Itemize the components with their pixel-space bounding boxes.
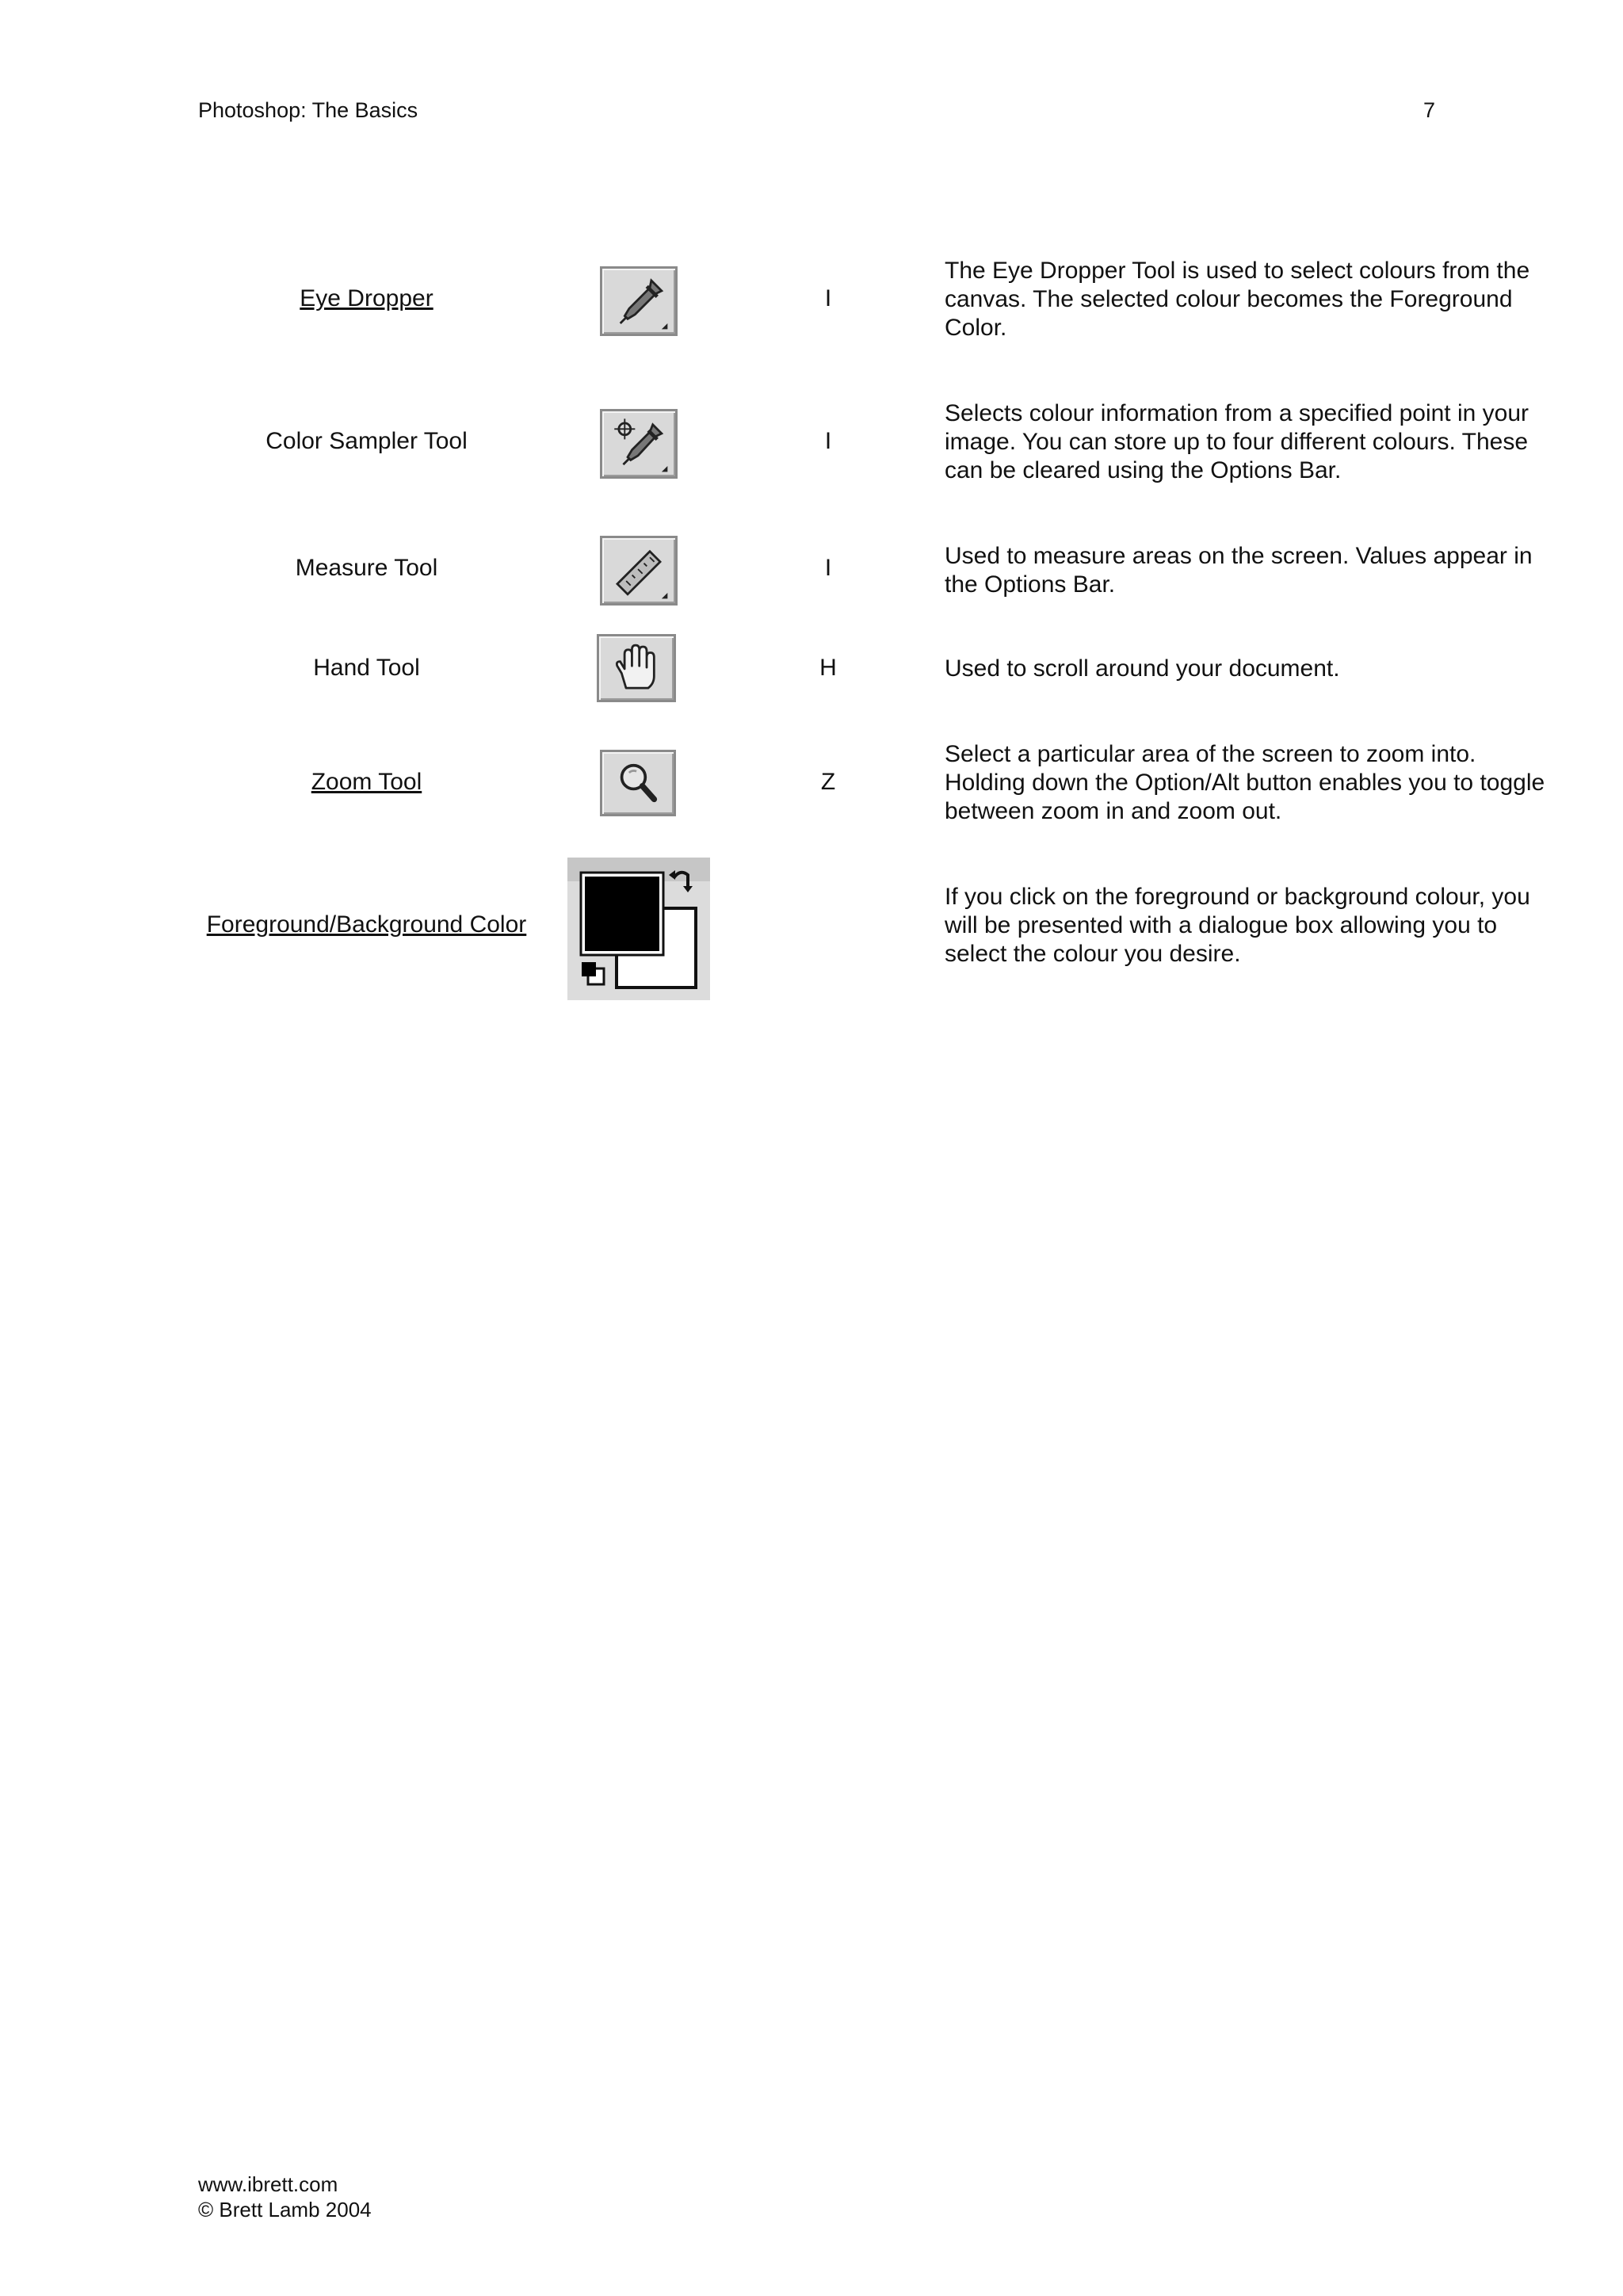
page-header-title: Photoshop: The Basics — [198, 98, 418, 122]
footer-copyright: © Brett Lamb 2004 — [198, 2198, 372, 2222]
color-sampler-icon — [600, 409, 678, 479]
hand-icon — [597, 634, 676, 702]
tool-name-measure: Measure Tool — [295, 555, 438, 581]
shortcut-key-zoom: Z — [820, 769, 836, 795]
shortcut-key-hand: H — [819, 655, 837, 681]
tool-name-hand: Hand Tool — [313, 655, 420, 681]
tool-description-eye-dropper: The Eye Dropper Tool is used to select colours from the canvas. The selected colour becomes the Foreground Color. — [945, 258, 1530, 341]
tool-description-hand: Used to scroll around your document. — [945, 655, 1340, 682]
tool-name-color-sampler: Color Sampler Tool — [265, 428, 468, 454]
tool-description-zoom: Select a particular area of the screen to zoom into. Holding down the Option/Alt button enables you to toggle between zoom in and zoom out. — [945, 741, 1545, 824]
footer-website[interactable]: www.ibrett.com — [198, 2172, 338, 2196]
tool-name-zoom[interactable]: Zoom Tool — [311, 769, 422, 795]
foreground-background-color-icon[interactable] — [567, 858, 710, 1000]
shortcut-key-color-sampler: I — [824, 428, 832, 454]
tool-description-color-sampler: Selects colour information from a specified point in your image. You can store up to four different colours. These can be cleared using the Options Bar. — [945, 400, 1529, 483]
shortcut-key-eye-dropper: I — [824, 285, 832, 311]
eyedropper-icon — [600, 266, 678, 336]
tool-description-foreground-background-color: If you click on the foreground or background colour, you will be presented with a dialogue box allowing you to select the colour you desire. — [945, 884, 1530, 967]
magnifier-icon — [600, 750, 676, 816]
page-number: 7 — [1423, 98, 1436, 122]
tool-name-eye-dropper[interactable]: Eye Dropper — [300, 285, 433, 311]
shortcut-key-measure: I — [824, 555, 832, 581]
tool-description-measure: Used to measure areas on the screen. Values appear in the Options Bar. — [945, 543, 1533, 598]
ruler-icon — [600, 536, 678, 606]
tool-name-foreground-background-color[interactable]: Foreground/Background Color — [206, 911, 527, 938]
